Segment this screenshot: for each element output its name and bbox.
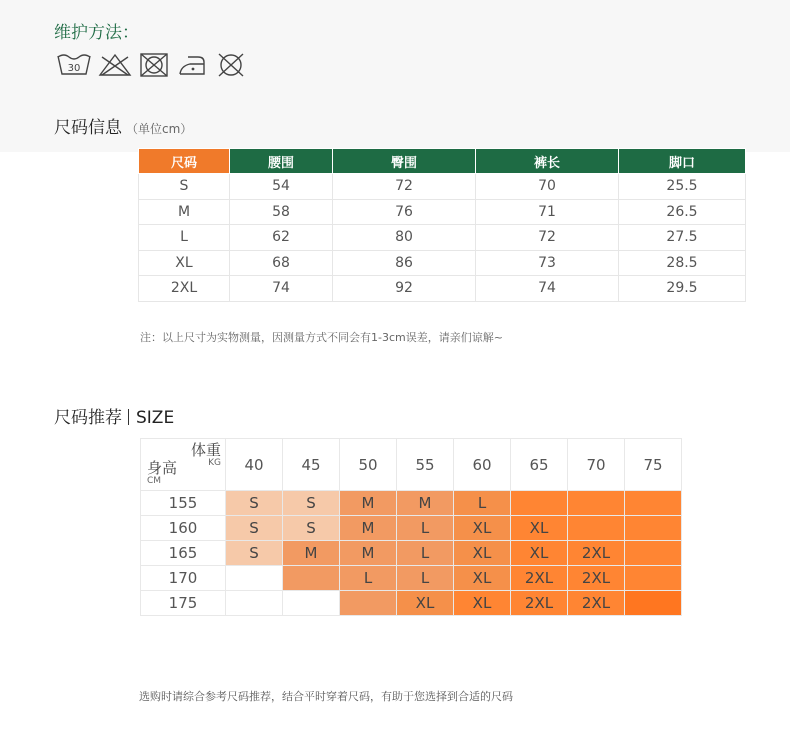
weight-header: 60	[454, 439, 511, 491]
size-cell	[625, 591, 682, 616]
size-cell	[340, 591, 397, 616]
table-cell: 62	[230, 225, 333, 251]
table-cell: 70	[476, 174, 619, 200]
weight-header: 65	[511, 439, 568, 491]
recommend-heading: 尺码推荐	[54, 408, 122, 428]
size-cell	[625, 566, 682, 591]
weight-header: 70	[568, 439, 625, 491]
size-cell: 2XL	[568, 591, 625, 616]
recommend-footer-note: 选购时请综合参考尺码推荐，结合平时穿着尺码，有助于您选择到合适的尺码	[139, 690, 513, 703]
table-row	[139, 225, 746, 251]
size-cell: M	[283, 541, 340, 566]
table-cell: 92	[333, 276, 476, 302]
svg-text:30: 30	[67, 63, 81, 74]
table-cell: 54	[230, 174, 333, 200]
weight-header: 40	[226, 439, 283, 491]
care-title: 维护方法：	[54, 23, 139, 43]
size-cell	[226, 566, 283, 591]
size-cell: L	[397, 516, 454, 541]
table-cell: 71	[476, 199, 619, 225]
weight-label-text: 体重	[190, 441, 221, 459]
weight-header: 50	[340, 439, 397, 491]
size-cell: L	[397, 541, 454, 566]
table-row	[141, 491, 682, 516]
height-cell: 155	[141, 491, 226, 516]
table-cell: 27.5	[619, 225, 746, 251]
table-row	[141, 591, 682, 616]
height-cell: 165	[141, 541, 226, 566]
table-cell: 28.5	[619, 250, 746, 276]
height-unit: CM	[147, 476, 162, 486]
table-row	[141, 541, 682, 566]
size-cell	[625, 516, 682, 541]
table-cell: 73	[476, 250, 619, 276]
table-cell: M	[139, 199, 230, 225]
table-cell: 80	[333, 225, 476, 251]
col-header-length: 裤长	[476, 149, 619, 174]
size-cell: XL	[397, 591, 454, 616]
table-cell: 76	[333, 199, 476, 225]
size-cell: 2XL	[568, 566, 625, 591]
size-cell	[568, 491, 625, 516]
table-row	[139, 174, 746, 200]
size-cell: L	[340, 566, 397, 591]
no-dry-clean-icon	[214, 52, 248, 78]
size-cell: XL	[454, 566, 511, 591]
size-cell: S	[226, 516, 283, 541]
size-cell: M	[340, 516, 397, 541]
table-cell: S	[139, 174, 230, 200]
size-cell	[625, 541, 682, 566]
size-cell	[283, 591, 340, 616]
size-info-heading: 尺码信息	[54, 118, 122, 138]
size-table	[138, 148, 746, 302]
size-cell: S	[283, 491, 340, 516]
col-header-hip: 臀围	[333, 149, 476, 174]
size-cell: XL	[454, 516, 511, 541]
no-tumble-dry-icon	[138, 52, 170, 78]
table-corner	[141, 439, 226, 491]
col-header-hem: 脚口	[619, 149, 746, 174]
table-cell: 26.5	[619, 199, 746, 225]
table-cell: 58	[230, 199, 333, 225]
height-label	[147, 460, 177, 487]
recommend-heading-en: SIZE	[136, 408, 175, 428]
size-cell	[226, 591, 283, 616]
size-cell: 2XL	[511, 566, 568, 591]
size-info-unit: （单位cm）	[126, 122, 193, 136]
iron-low-icon	[176, 52, 208, 78]
size-table-header	[139, 149, 746, 174]
size-cell: M	[340, 541, 397, 566]
no-bleach-icon	[98, 52, 132, 78]
weight-label	[191, 442, 221, 469]
col-header-waist: 腰围	[230, 149, 333, 174]
table-cell: 29.5	[619, 276, 746, 302]
table-row	[139, 250, 746, 276]
recommend-header-row	[141, 439, 682, 491]
col-header-size: 尺码	[139, 149, 230, 174]
size-cell: L	[397, 566, 454, 591]
size-cell	[568, 516, 625, 541]
table-cell: 2XL	[139, 276, 230, 302]
weight-header: 55	[397, 439, 454, 491]
table-cell: L	[139, 225, 230, 251]
weight-header: 45	[283, 439, 340, 491]
size-cell: XL	[454, 541, 511, 566]
table-cell: 25.5	[619, 174, 746, 200]
table-cell: 68	[230, 250, 333, 276]
weight-unit: KG	[208, 458, 221, 468]
table-row	[141, 566, 682, 591]
size-cell: S	[226, 491, 283, 516]
table-row	[139, 199, 746, 225]
height-label-text: 身高	[147, 459, 178, 477]
size-cell: S	[283, 516, 340, 541]
size-info-title	[54, 113, 192, 138]
table-cell: 72	[476, 225, 619, 251]
size-cell: 2XL	[511, 591, 568, 616]
wash-30-icon	[56, 52, 92, 78]
size-cell	[511, 491, 568, 516]
size-cell: XL	[511, 541, 568, 566]
size-cell: M	[340, 491, 397, 516]
table-cell: 86	[333, 250, 476, 276]
table-row	[141, 516, 682, 541]
table-row	[139, 276, 746, 302]
measurement-note: 注：以上尺寸为实物测量，因测量方式不同会有1-3cm误差，请亲们谅解~	[140, 331, 503, 344]
table-cell: 74	[230, 276, 333, 302]
size-cell: 2XL	[568, 541, 625, 566]
height-cell: 160	[141, 516, 226, 541]
size-cell: L	[454, 491, 511, 516]
height-cell: 175	[141, 591, 226, 616]
size-cell: S	[226, 541, 283, 566]
weight-header: 75	[625, 439, 682, 491]
size-cell	[625, 491, 682, 516]
table-cell: 72	[333, 174, 476, 200]
table-cell: 74	[476, 276, 619, 302]
title-divider	[128, 409, 129, 425]
recommend-title	[54, 403, 174, 428]
size-cell: M	[397, 491, 454, 516]
size-recommend-table	[140, 438, 682, 616]
height-cell: 170	[141, 566, 226, 591]
care-icons	[56, 52, 248, 78]
size-cell: XL	[511, 516, 568, 541]
table-cell: XL	[139, 250, 230, 276]
size-cell	[283, 566, 340, 591]
size-cell: XL	[454, 591, 511, 616]
